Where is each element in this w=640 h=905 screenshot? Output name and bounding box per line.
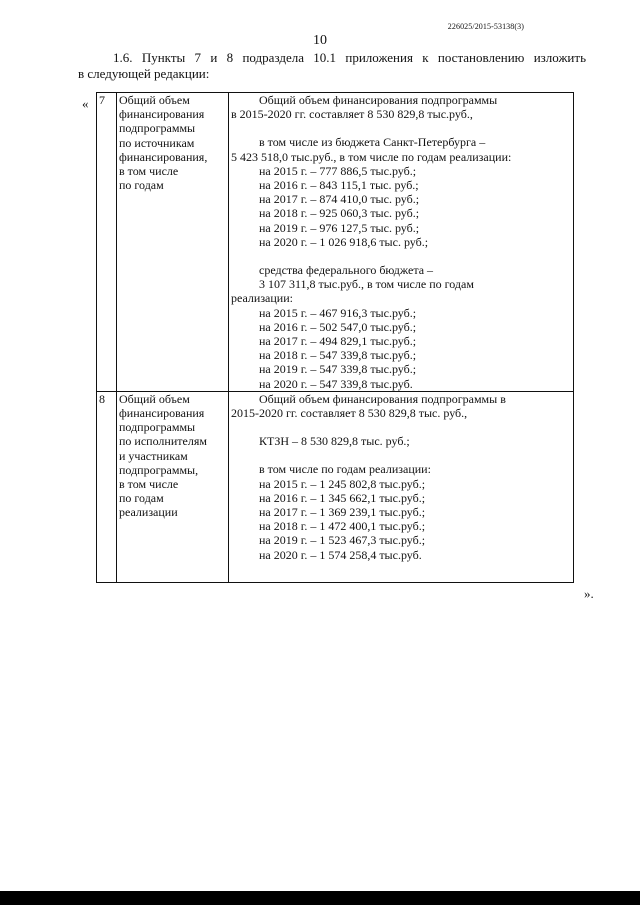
page-number: 10 <box>313 33 327 48</box>
scan-edge-mark <box>0 891 640 905</box>
row-title-line: Общий объем <box>119 391 190 406</box>
federal-total: реализации: <box>231 291 293 306</box>
row-title <box>117 93 229 392</box>
federal-total: 3 107 311,8 тыс.руб., в том числе по годам <box>259 277 474 292</box>
row-title-line: реализации <box>119 505 178 520</box>
years-heading: в том числе по годам реализации: <box>259 462 431 477</box>
budget-total: 5 423 518,0 тыс.руб., в том числе по годам реализации: <box>231 149 512 164</box>
year-line: на 2017 г. – 1 369 239,1 тыс.руб.; <box>259 505 426 520</box>
row-title-line: подпрограммы, <box>119 462 199 477</box>
row-title-line: подпрограммы <box>119 420 196 435</box>
intro-paragraph <box>78 50 586 82</box>
row-title-line: и участникам <box>119 448 188 463</box>
year-line: на 2020 г. – 1 026 918,6 тыс. руб.; <box>259 234 429 249</box>
year-line: на 2016 г. – 1 345 662,1 тыс.руб.; <box>259 490 426 505</box>
opening-quote: « <box>82 96 89 111</box>
year-line: на 2018 г. – 547 339,8 тыс.руб.; <box>259 348 417 363</box>
year-line: на 2015 г. – 467 916,3 тыс.руб.; <box>259 305 417 320</box>
amendment-table <box>96 92 574 583</box>
lead-line: 2015-2020 гг. составляет 8 530 829,8 тыс. руб., <box>231 406 468 421</box>
row-title-line: по годам <box>119 178 164 193</box>
year-line: на 2020 г. – 1 574 258,4 тыс.руб. <box>259 547 422 562</box>
row-title-line: по источникам <box>119 135 195 150</box>
year-line: на 2017 г. – 494 829,1 тыс.руб.; <box>259 334 417 349</box>
row-number: 7 <box>97 93 117 392</box>
year-line: на 2015 г. – 777 886,5 тыс.руб.; <box>259 163 417 178</box>
row-title-line: по исполнителям <box>119 434 207 449</box>
row-title-line: по годам <box>119 491 164 506</box>
row-title-line: Общий объем <box>119 93 190 107</box>
row-number: 8 <box>97 391 117 582</box>
federal-heading: средства федерального бюджета – <box>259 263 434 278</box>
lead-line: в 2015-2020 гг. составляет 8 530 829,8 тыс.руб., <box>231 107 473 122</box>
row-title-line: в том числе <box>119 164 179 179</box>
lead-line: Общий объем финансирования подпрограммы в <box>259 391 506 406</box>
row-title-line: финансирования <box>119 107 205 122</box>
year-line: на 2019 г. – 547 339,8 тыс.руб.; <box>259 362 417 377</box>
row-title-line: финансирования, <box>119 149 208 164</box>
table-row-8 <box>97 391 574 582</box>
year-line: на 2016 г. – 502 547,0 тыс.руб.; <box>259 319 417 334</box>
year-line: на 2020 г. – 547 339,8 тыс.руб. <box>259 376 413 391</box>
year-line: на 2018 г. – 925 060,3 тыс. руб.; <box>259 206 420 221</box>
row-title <box>117 391 229 582</box>
ktzn-line: КТЗН – 8 530 829,8 тыс. руб.; <box>259 434 410 449</box>
year-line: на 2015 г. – 1 245 802,8 тыс.руб.; <box>259 476 426 491</box>
intro-line-2: в следующей редакции: <box>78 66 210 81</box>
year-line: на 2019 г. – 976 127,5 тыс. руб.; <box>259 220 420 235</box>
year-line: на 2016 г. – 843 115,1 тыс. руб.; <box>259 178 419 193</box>
row-content <box>229 391 574 582</box>
document-id: 226025/2015-53138(3) <box>447 22 524 31</box>
row-title-line: в том числе <box>119 477 179 492</box>
year-line: на 2019 г. – 1 523 467,3 тыс.руб.; <box>259 533 426 548</box>
year-line: на 2017 г. – 874 410,0 тыс. руб.; <box>259 192 420 207</box>
year-line: на 2018 г. – 1 472 400,1 тыс.руб.; <box>259 519 426 534</box>
row-title-line: финансирования <box>119 406 205 421</box>
budget-heading: в том числе из бюджета Санкт-Петербурга – <box>259 135 486 150</box>
intro-line-1: 1.6. Пункты 7 и 8 подраздела 10.1 приложения к постановлению изложить <box>113 50 586 65</box>
lead-line: Общий объем финансирования подпрограммы <box>259 93 498 107</box>
closing-quote: ». <box>584 586 594 601</box>
row-title-line: подпрограммы <box>119 121 196 136</box>
row-content <box>229 93 574 392</box>
table-row-7 <box>97 93 574 392</box>
